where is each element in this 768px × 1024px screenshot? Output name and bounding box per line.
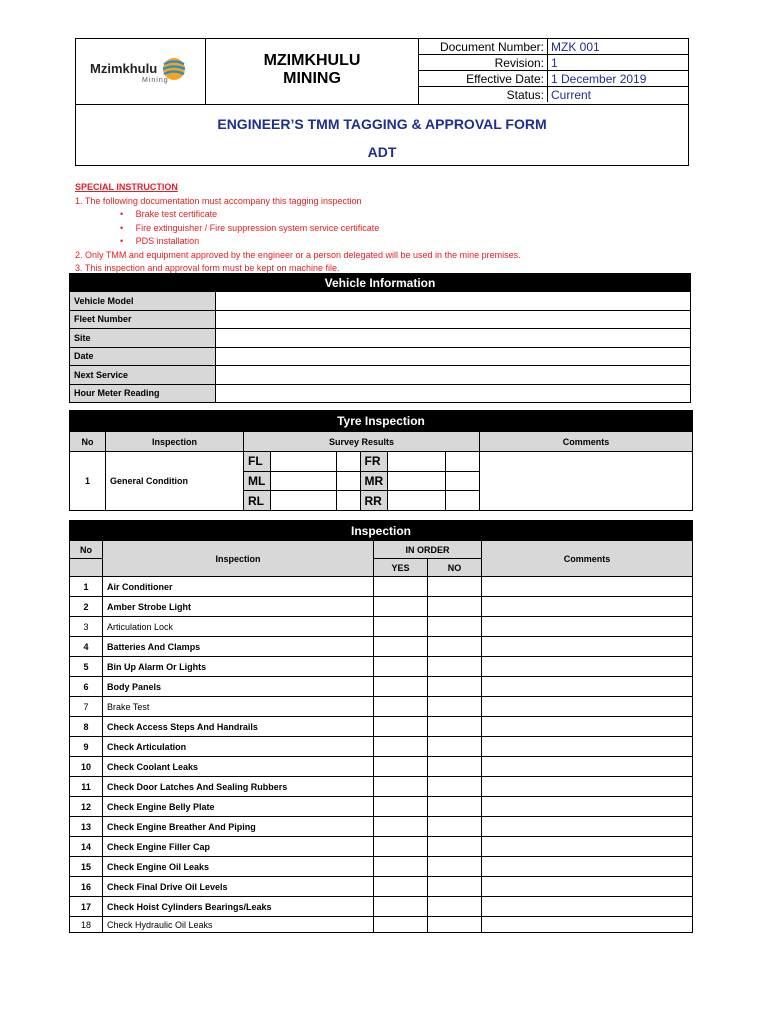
inspection-row	[70, 577, 693, 597]
special-instructions	[75, 181, 521, 276]
field-label: Vehicle Model	[70, 292, 216, 311]
inspection-item-label: Check Final Drive Oil Levels	[103, 877, 374, 897]
in-order-yes-checkbox[interactable]	[374, 757, 428, 777]
effective-date-value: 1 December 2019	[548, 71, 690, 87]
in-order-yes-checkbox[interactable]	[374, 877, 428, 897]
hour-meter-reading-input[interactable]	[216, 384, 691, 403]
tyre-position-ml: ML	[244, 471, 270, 491]
in-order-yes-checkbox[interactable]	[374, 797, 428, 817]
inspection-row	[70, 617, 693, 637]
in-order-no-checkbox[interactable]	[428, 817, 482, 837]
tyre-position-rr: RR	[360, 491, 388, 510]
in-order-no-checkbox[interactable]	[428, 757, 482, 777]
tyre-position-fl: FL	[244, 452, 270, 471]
instruction-bullet-3: • PDS installation	[120, 236, 200, 246]
col-yes-header: YES	[374, 559, 428, 577]
instruction-bullet-2: • Fire extinguisher / Fire suppression system service certificate	[120, 222, 380, 233]
vehicle-information-title: Vehicle Information	[70, 274, 691, 292]
logo-subtext: Mining	[142, 77, 169, 84]
in-order-no-checkbox[interactable]	[428, 837, 482, 857]
tyre-inspection-title: Tyre Inspection	[70, 411, 693, 432]
tyre-fr-extra[interactable]	[446, 452, 479, 471]
inspection-item-number: 7	[70, 697, 103, 717]
in-order-no-checkbox[interactable]	[428, 857, 482, 877]
effective-date-label: Effective Date:	[419, 71, 548, 87]
inspection-comments-input[interactable]	[482, 657, 693, 677]
in-order-no-checkbox[interactable]	[428, 897, 482, 917]
tyre-position-mr: MR	[360, 471, 388, 491]
inspection-item-number: 4	[70, 637, 103, 657]
in-order-yes-checkbox[interactable]	[374, 777, 428, 797]
col-no-header-spacer	[70, 559, 103, 577]
survey-results-grid	[244, 452, 479, 510]
tyre-ml-extra[interactable]	[336, 471, 360, 491]
in-order-no-checkbox[interactable]	[428, 677, 482, 697]
col-comments-header: Comments	[482, 541, 693, 577]
tyre-ml-input[interactable]	[270, 471, 336, 491]
inspection-item-number: 3	[70, 617, 103, 637]
tyre-fr-input[interactable]	[388, 452, 446, 471]
field-label: Fleet Number	[70, 310, 216, 329]
form-title: ENGINEER’S TMM TAGGING & APPROVAL FORM	[217, 116, 547, 132]
inspection-row	[70, 897, 693, 917]
inspection-item-label: Check Door Latches And Sealing Rubbers	[103, 777, 374, 797]
inspection-item-number: 15	[70, 857, 103, 877]
company-name-line2: MINING	[283, 70, 341, 87]
inspection-comments-input[interactable]	[482, 837, 693, 857]
inspection-row	[70, 657, 693, 677]
in-order-yes-checkbox[interactable]	[374, 737, 428, 757]
form-subtitle: ADT	[367, 144, 397, 160]
tyre-row-no: 1	[70, 452, 106, 511]
field-label: Next Service	[70, 366, 216, 385]
in-order-no-checkbox[interactable]	[428, 697, 482, 717]
col-inspection-header: Inspection	[103, 541, 374, 577]
document-number-label: Document Number:	[419, 39, 548, 55]
in-order-no-checkbox[interactable]	[428, 657, 482, 677]
inspection-row	[70, 757, 693, 777]
inspection-comments-input[interactable]	[482, 897, 693, 917]
inspection-comments-input[interactable]	[482, 757, 693, 777]
document-meta-table	[419, 39, 689, 102]
instruction-item-3: 3. This inspection and approval form must be kept on machine file.	[75, 263, 340, 273]
inspection-comments-input[interactable]	[482, 677, 693, 697]
inspection-item-label: Check Hydraulic Oil Leaks	[103, 917, 374, 933]
inspection-comments-input[interactable]	[482, 637, 693, 657]
tyre-rr-extra[interactable]	[446, 491, 479, 510]
in-order-no-checkbox[interactable]	[428, 797, 482, 817]
inspection-comments-input[interactable]	[482, 797, 693, 817]
in-order-yes-checkbox[interactable]	[374, 837, 428, 857]
inspection-item-number: 13	[70, 817, 103, 837]
company-name-line1: MZIMKHULU	[263, 52, 361, 69]
inspection-item-label: Check Hoist Cylinders Bearings/Leaks	[103, 897, 374, 917]
inspection-item-label: Check Coolant Leaks	[103, 757, 374, 777]
tyre-fl-extra[interactable]	[336, 452, 360, 471]
in-order-yes-checkbox[interactable]	[374, 677, 428, 697]
tyre-mr-input[interactable]	[388, 471, 446, 491]
in-order-yes-checkbox[interactable]	[374, 697, 428, 717]
inspection-row	[70, 817, 693, 837]
inspection-item-label: Check Articulation	[103, 737, 374, 757]
inspection-item-number: 1	[70, 577, 103, 597]
inspection-row	[70, 717, 693, 737]
tyre-inspection-table	[69, 410, 693, 511]
tyre-mr-extra[interactable]	[446, 471, 479, 491]
inspection-item-label: Amber Strobe Light	[103, 597, 374, 617]
inspection-row	[70, 777, 693, 797]
in-order-yes-checkbox[interactable]	[374, 617, 428, 637]
survey-results-cell	[244, 452, 480, 511]
in-order-no-checkbox[interactable]	[428, 917, 482, 933]
revision-value: 1	[548, 55, 690, 71]
inspection-item-label: Check Engine Filler Cap	[103, 837, 374, 857]
tyre-rr-input[interactable]	[388, 491, 446, 510]
instruction-item-2: 2. Only TMM and equipment approved by the engineer or a person delegated will be used in the mine premises.	[75, 249, 521, 260]
col-survey-results-header: Survey Results	[244, 432, 480, 452]
tyre-comments-input[interactable]	[480, 452, 693, 511]
instruction-item-1: 1. The following documentation must accompany this tagging inspection	[75, 195, 362, 206]
inspection-comments-input[interactable]	[482, 857, 693, 877]
inspection-row	[70, 797, 693, 817]
in-order-yes-checkbox[interactable]	[374, 897, 428, 917]
inspection-item-label: Batteries And Clamps	[103, 637, 374, 657]
instruction-bullet-1: • Brake test certificate	[120, 209, 218, 219]
inspection-row	[70, 917, 693, 933]
inspection-item-number: 2	[70, 597, 103, 617]
form-title-band	[76, 104, 688, 167]
field-label: Date	[70, 347, 216, 366]
field-label: Site	[70, 329, 216, 348]
inspection-item-number: 6	[70, 677, 103, 697]
company-name	[206, 39, 419, 104]
in-order-no-checkbox[interactable]	[428, 637, 482, 657]
col-no-header: No	[70, 432, 106, 452]
status-value: Current	[551, 87, 592, 102]
inspection-comments-input[interactable]	[482, 777, 693, 797]
inspection-title: Inspection	[70, 521, 693, 541]
tyre-position-rl: RL	[244, 491, 270, 510]
in-order-no-checkbox[interactable]	[428, 577, 482, 597]
in-order-yes-checkbox[interactable]	[374, 917, 428, 933]
vehicle-model-input[interactable]	[216, 292, 691, 311]
vehicle-information-table	[69, 273, 691, 403]
inspection-row	[70, 597, 693, 617]
inspection-item-label: Check Engine Oil Leaks	[103, 857, 374, 877]
tyre-position-fr: FR	[360, 452, 388, 471]
in-order-no-checkbox[interactable]	[428, 777, 482, 797]
in-order-yes-checkbox[interactable]	[374, 817, 428, 837]
inspection-item-label: Air Conditioner	[103, 577, 374, 597]
inspection-item-number: 9	[70, 737, 103, 757]
inspection-item-label: Body Panels	[103, 677, 374, 697]
fleet-number-input[interactable]	[216, 310, 691, 329]
revision-label: Revision:	[419, 55, 548, 71]
inspection-comments-input[interactable]	[482, 817, 693, 837]
col-in-order-header: IN ORDER	[374, 541, 482, 559]
date-input[interactable]	[216, 347, 691, 366]
inspection-item-number: 14	[70, 837, 103, 857]
inspection-item-label: Check Access Steps And Handrails	[103, 717, 374, 737]
col-no-answer-header: NO	[428, 559, 482, 577]
col-inspection-header: Inspection	[106, 432, 244, 452]
in-order-no-checkbox[interactable]	[428, 877, 482, 897]
tyre-row-label: General Condition	[106, 452, 244, 511]
inspection-rows	[70, 577, 693, 933]
inspection-row	[70, 677, 693, 697]
in-order-no-checkbox[interactable]	[428, 617, 482, 637]
in-order-yes-checkbox[interactable]	[374, 597, 428, 617]
next-service-input[interactable]	[216, 366, 691, 385]
field-label: Hour Meter Reading	[70, 384, 216, 403]
inspection-comments-input[interactable]	[482, 617, 693, 637]
logo-text: Mzimkhulu	[90, 61, 158, 76]
in-order-yes-checkbox[interactable]	[374, 717, 428, 737]
inspection-item-label: Brake Test	[103, 697, 374, 717]
inspection-comments-input[interactable]	[482, 597, 693, 617]
inspection-comments-input[interactable]	[482, 737, 693, 757]
in-order-yes-checkbox[interactable]	[374, 577, 428, 597]
special-instruction-heading: SPECIAL INSTRUCTION	[75, 182, 178, 192]
inspection-row	[70, 737, 693, 757]
inspection-row	[70, 877, 693, 897]
inspection-comments-input[interactable]	[482, 697, 693, 717]
inspection-item-number: 10	[70, 757, 103, 777]
inspection-item-number: 18	[70, 917, 103, 933]
inspection-comments-input[interactable]	[482, 877, 693, 897]
inspection-row	[70, 697, 693, 717]
site-input[interactable]	[216, 329, 691, 348]
logo-cell	[76, 39, 206, 104]
inspection-row	[70, 857, 693, 877]
tyre-fl-input[interactable]	[270, 452, 336, 471]
inspection-item-label: Articulation Lock	[103, 617, 374, 637]
inspection-row	[70, 837, 693, 857]
logo-icon	[161, 53, 187, 85]
inspection-item-label: Check Engine Belly Plate	[103, 797, 374, 817]
inspection-item-number: 8	[70, 717, 103, 737]
inspection-comments-input[interactable]	[482, 717, 693, 737]
document-number-value: MZK 001	[548, 39, 690, 55]
in-order-no-checkbox[interactable]	[428, 737, 482, 757]
inspection-comments-input[interactable]	[482, 917, 693, 933]
tyre-rl-extra[interactable]	[336, 491, 360, 510]
inspection-item-number: 17	[70, 897, 103, 917]
inspection-row	[70, 637, 693, 657]
inspection-item-number: 12	[70, 797, 103, 817]
in-order-yes-checkbox[interactable]	[374, 857, 428, 877]
inspection-table	[69, 520, 693, 933]
document-header	[75, 38, 689, 166]
inspection-comments-input[interactable]	[482, 577, 693, 597]
in-order-yes-checkbox[interactable]	[374, 657, 428, 677]
col-comments-header: Comments	[480, 432, 693, 452]
col-no-header: No	[70, 541, 103, 559]
in-order-no-checkbox[interactable]	[428, 717, 482, 737]
tyre-rl-input[interactable]	[270, 491, 336, 510]
inspection-item-number: 16	[70, 877, 103, 897]
inspection-item-label: Check Engine Breather And Piping	[103, 817, 374, 837]
inspection-item-number: 5	[70, 657, 103, 677]
status-label: Status:	[419, 87, 548, 103]
in-order-yes-checkbox[interactable]	[374, 637, 428, 657]
in-order-no-checkbox[interactable]	[428, 597, 482, 617]
inspection-item-label: Bin Up Alarm Or Lights	[103, 657, 374, 677]
inspection-item-number: 11	[70, 777, 103, 797]
